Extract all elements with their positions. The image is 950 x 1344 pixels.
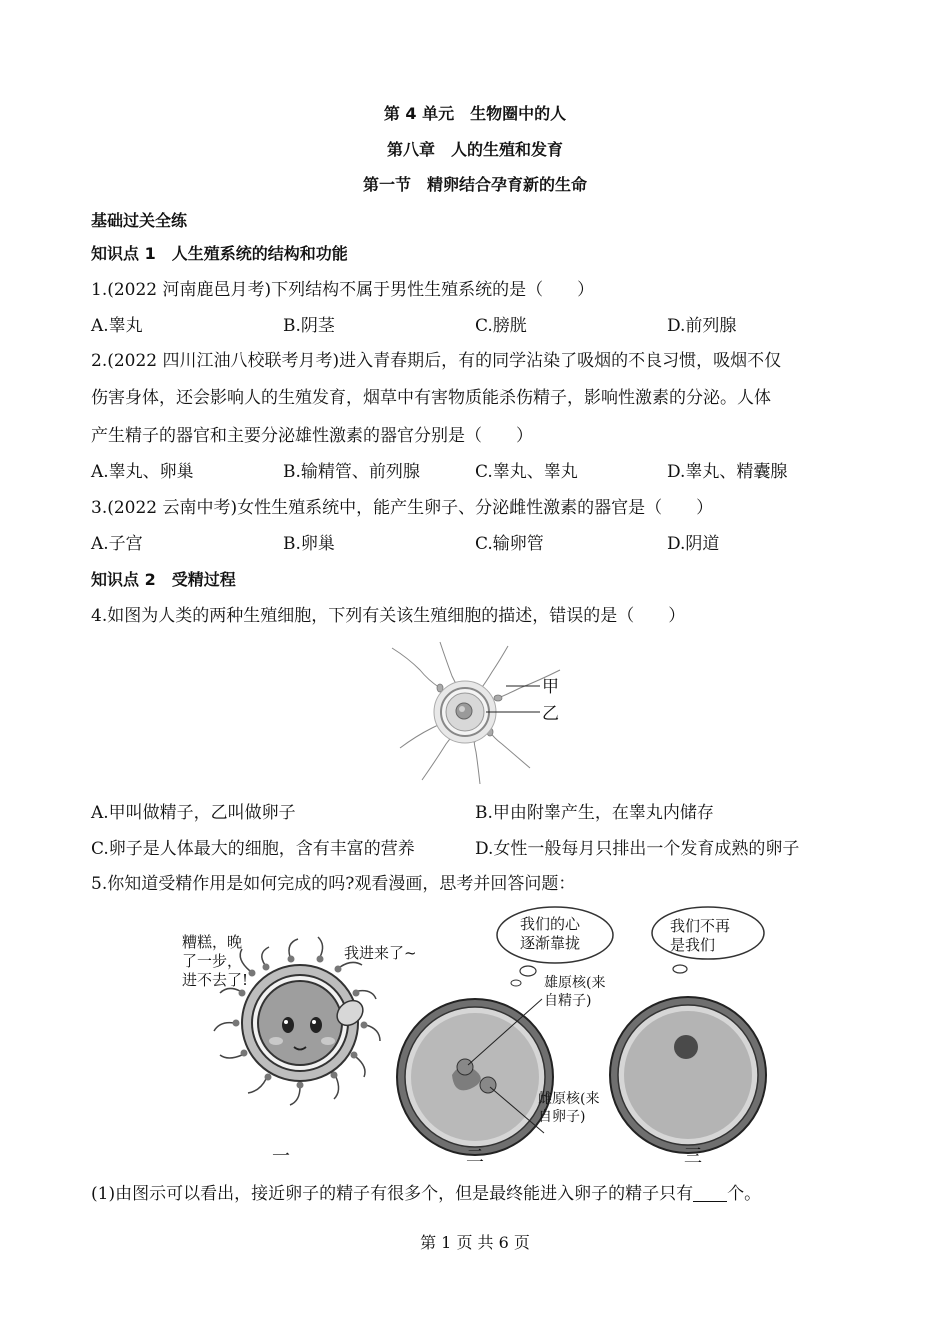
q3-option-d: D.阴道	[667, 534, 720, 554]
practice-heading: 基础过关全练	[91, 211, 188, 230]
q3-option-b: B.卵巢	[283, 534, 335, 554]
male-pronucleus-line2: 自精子)	[544, 993, 592, 1009]
q4-option-c: C.卵子是人体最大的细胞，含有丰富的营养	[91, 839, 415, 859]
q1-option-b: B.阴茎	[283, 316, 335, 336]
bubble1-line3: 进不去了!	[182, 971, 249, 989]
q4-option-a: A.甲叫做精子，乙叫做卵子	[91, 803, 296, 823]
q1-option-a: A.睾丸	[91, 316, 143, 336]
sub1-text-after: 个。	[727, 1184, 762, 1204]
q2-option-c: C.睾丸、睾丸	[475, 462, 578, 482]
question-2-line-1: 2.(2022 四川江油八校联考月考)进入青春期后，有的同学沾染了吸烟的不良习惯，吸烟不仅	[91, 351, 782, 371]
q1-option-d: D.前列腺	[667, 316, 737, 336]
q3-option-c: C.输卵管	[475, 534, 544, 554]
bubble4-line2: 是我们	[670, 936, 716, 954]
question-2-line-3: 产生精子的器官和主要分泌雄性激素的器官分别是（ ）	[91, 426, 533, 446]
bubble3-line2: 逐渐靠拢	[520, 934, 581, 952]
bubble2: 我进来了~	[344, 944, 417, 962]
knowledge-point-1: 知识点 1 人生殖系统的结构和功能	[91, 244, 348, 263]
q2-option-d: D.睾丸、精囊腺	[667, 462, 788, 482]
chapter-title: 第八章 人的生殖和发育	[386, 140, 563, 159]
label-yi: 乙	[542, 704, 559, 724]
sub1-text-before: (1)由图示可以看出，接近卵子的精子有很多个，但是最终能进入卵子的精子只有	[91, 1184, 694, 1204]
q4-option-b: B.甲由附睾产生，在睾丸内储存	[475, 803, 714, 823]
female-pronucleus-line1: 雌原核(来	[538, 1091, 600, 1107]
q2-option-b: B.输精管、前列腺	[283, 462, 420, 482]
section-title: 第一节 精卵结合孕育新的生命	[362, 175, 587, 194]
answer-blank[interactable]	[693, 1183, 727, 1202]
q4-option-d: D.女性一般每月只排出一个发育成熟的卵子	[475, 839, 800, 859]
panel-label-1: 一	[272, 1146, 290, 1167]
q2-option-a: A.睾丸、卵巢	[91, 462, 194, 482]
male-pronucleus-line1: 雄原核(来	[544, 975, 606, 991]
question-5-sub-1	[91, 1183, 761, 1205]
female-pronucleus-line2: 自卵子)	[538, 1109, 586, 1125]
question-2-line-2: 伤害身体，还会影响人的生殖发育，烟草中有害物质能杀伤精子，影响性激素的分泌。人体	[91, 388, 771, 408]
bubble3-line1: 我们的心	[520, 915, 581, 933]
bubble1-line2: 了一步，	[182, 952, 243, 970]
question-5-stem: 5.你知道受精作用是如何完成的吗?观看漫画，思考并回答问题：	[91, 874, 576, 894]
unit-title: 第 4 单元 生物圈中的人	[383, 104, 567, 123]
q1-option-c: C.膀胱	[475, 316, 527, 336]
bubble1-line1: 糟糕，晚	[182, 933, 243, 951]
panel-label-3: 三	[684, 1146, 702, 1167]
label-jia: 甲	[542, 677, 559, 697]
knowledge-point-2: 知识点 2 受精过程	[91, 570, 236, 589]
bubble4-line1: 我们不再	[670, 917, 731, 935]
question-1-stem: 1.(2022 河南鹿邑月考)下列结构不属于男性生殖系统的是（ ）	[91, 280, 595, 300]
page-footer: 第 1 页 共 6 页	[420, 1233, 530, 1252]
question-4-stem: 4.如图为人类的两种生殖细胞，下列有关该生殖细胞的描述，错误的是（ ）	[91, 606, 686, 626]
panel-label-2: 二	[466, 1146, 484, 1167]
q3-option-a: A.子宫	[91, 534, 143, 554]
question-3-stem: 3.(2022 云南中考)女性生殖系统中，能产生卵子、分泌雌性激素的器官是（ ）	[91, 498, 714, 518]
